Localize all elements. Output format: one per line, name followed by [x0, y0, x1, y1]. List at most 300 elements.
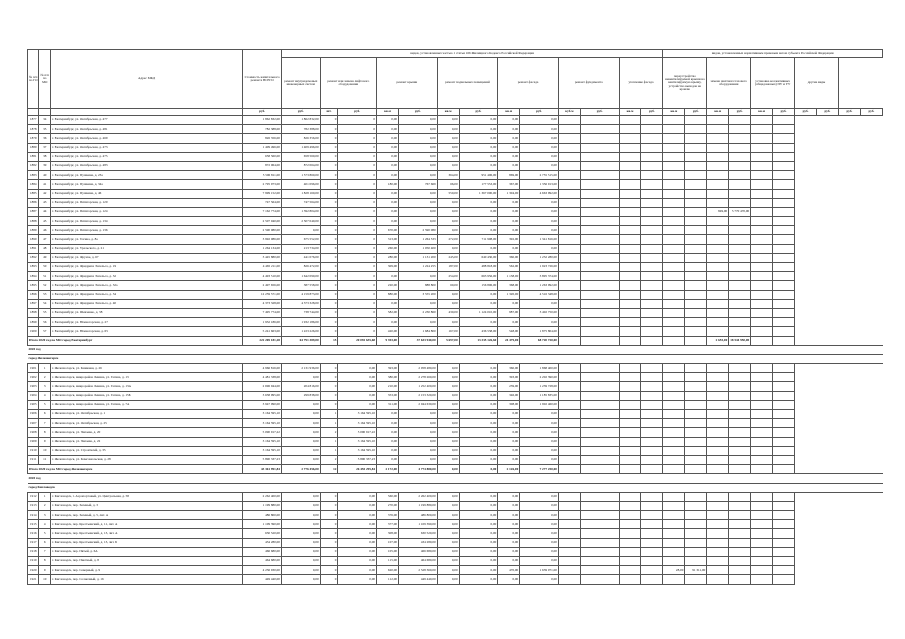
value-cell: [685, 382, 707, 391]
value-cell: 0: [320, 235, 338, 244]
row-mo-number: 45: [39, 217, 50, 226]
value-cell: 15: [320, 336, 338, 345]
value-cell: 0,00: [459, 134, 498, 143]
row-number: 1886: [28, 198, 39, 207]
value-cell: [558, 171, 580, 180]
value-cell: 0,00: [281, 547, 320, 556]
value-cell: [707, 161, 729, 170]
value-cell: 0,00: [498, 161, 520, 170]
value-cell: 0,00: [520, 446, 559, 455]
value-cell: 0,00: [498, 437, 520, 446]
value-cell: [580, 198, 619, 207]
value-cell: [558, 217, 580, 226]
value-cell: 0,00: [520, 116, 559, 125]
table-row: [28, 501, 883, 510]
value-cell: 0,00: [377, 189, 399, 198]
table-row: [28, 437, 883, 446]
value-cell: [707, 428, 729, 437]
value-cell: 738 744,00: [281, 308, 320, 317]
value-cell: [663, 116, 685, 125]
row-mo-number: 3: [39, 382, 50, 391]
value-cell: 0,00: [338, 511, 377, 520]
address-cell: г. Железногорск, микрорайон Ленина, ул. Гагина, д. 13А: [50, 382, 242, 391]
table-row: [28, 226, 883, 235]
value-cell: [641, 437, 663, 446]
row-mo-number: 56: [39, 318, 50, 327]
table-row: [28, 391, 883, 400]
value-cell: [751, 557, 773, 566]
value-cell: [773, 428, 795, 437]
value-cell: 0: [338, 308, 377, 317]
value-cell: [580, 281, 619, 290]
value-cell: [641, 336, 663, 345]
value-cell: 1 392 804,00: [281, 207, 320, 216]
value-cell: [619, 400, 641, 409]
value-cell: [663, 511, 685, 520]
address-cell: г. Екатеринбург, ул. Фрунзе, д. 67: [50, 253, 242, 262]
value-cell: 0,00: [281, 226, 320, 235]
value-cell: [580, 511, 619, 520]
value-cell: [641, 253, 663, 262]
value-cell: 849,00: [707, 207, 729, 216]
value-cell: [641, 161, 663, 170]
unit-label: шт.: [320, 109, 338, 116]
value-cell: 0,00: [437, 207, 459, 216]
value-cell: [663, 244, 685, 253]
value-cell: 630 520,00: [243, 529, 282, 538]
value-cell: [729, 244, 751, 253]
table-row: [28, 244, 883, 253]
value-cell: 0,00: [520, 501, 559, 510]
value-cell: [663, 382, 685, 391]
value-cell: 0,00: [520, 538, 559, 547]
value-cell: 0,00: [459, 492, 498, 501]
value-cell: 0: [338, 253, 377, 262]
value-cell: [707, 538, 729, 547]
value-cell: 0,00: [338, 547, 377, 556]
row-mo-number: 3: [39, 511, 50, 520]
table-row: [28, 575, 883, 584]
value-cell: 2: [320, 455, 338, 464]
value-cell: 0: [320, 318, 338, 327]
value-cell: 308,00: [498, 400, 520, 409]
row-mo-number: 54: [39, 299, 50, 308]
value-cell: [773, 373, 795, 382]
address-cell: г. Екатеринбург, ул. Пятигорская, д. 136: [50, 226, 242, 235]
table-row: [28, 410, 883, 419]
value-cell: 1 902 460,00: [520, 400, 559, 409]
value-cell: 12 259 571,00: [243, 290, 282, 299]
table-row: [28, 419, 883, 428]
value-cell: [707, 455, 729, 464]
value-cell: 0: [320, 281, 338, 290]
row-mo-number: 4: [39, 391, 50, 400]
table-row: [28, 189, 883, 198]
value-cell: 675 552,00: [281, 235, 320, 244]
value-cell: [558, 566, 580, 575]
value-cell: 0,00: [459, 428, 498, 437]
value-cell: 0,00: [399, 125, 438, 134]
value-cell: [729, 446, 751, 455]
value-cell: [580, 501, 619, 510]
value-cell: [641, 272, 663, 281]
value-cell: [707, 547, 729, 556]
address-cell: г. Железногорск, ул. Октябрьская, д. 1: [50, 410, 242, 419]
row-mo-number: 11: [39, 455, 50, 464]
value-cell: [773, 161, 795, 170]
value-cell: 1 239 728,00: [520, 382, 559, 391]
table-row: [28, 171, 883, 180]
value-cell: [558, 253, 580, 262]
row-mo-number: 49: [39, 253, 50, 262]
value-cell: [773, 511, 795, 520]
value-cell: [619, 116, 641, 125]
value-cell: 0,00: [377, 446, 399, 455]
value-cell: [558, 125, 580, 134]
address-cell: г. Екатеринбург, ул. Октябрьская, д. 475: [50, 152, 242, 161]
value-cell: [619, 382, 641, 391]
value-cell: 782 388,00: [281, 125, 320, 134]
value-cell: 0,00: [459, 400, 498, 409]
unit-label: кв.м: [707, 109, 729, 116]
value-cell: 0: [338, 318, 377, 327]
value-cell: 0,00: [498, 428, 520, 437]
value-cell: 105,00: [377, 547, 399, 556]
value-cell: [663, 281, 685, 290]
value-cell: [558, 511, 580, 520]
value-cell: 0: [320, 575, 338, 584]
value-cell: [707, 327, 729, 336]
row-number: 1885: [28, 189, 39, 198]
value-cell: 2 172,00: [377, 465, 399, 474]
value-cell: 0,00: [377, 217, 399, 226]
value-cell: [641, 511, 663, 520]
value-cell: 0: [338, 198, 377, 207]
value-cell: [558, 143, 580, 152]
value-cell: [685, 391, 707, 400]
value-cell: [773, 547, 795, 556]
value-cell: [580, 566, 619, 575]
value-cell: 204 816,00: [281, 382, 320, 391]
value-cell: 5 697,00: [437, 336, 459, 345]
value-cell: [663, 437, 685, 446]
value-cell: [558, 198, 580, 207]
value-cell: 0,00: [437, 446, 459, 455]
value-cell: 0,00: [377, 125, 399, 134]
value-cell: [641, 373, 663, 382]
value-cell: 0,00: [281, 566, 320, 575]
row-number: 1889: [28, 226, 39, 235]
col-engineering: ремонт внутридомовых инженерных систем: [281, 58, 320, 109]
value-cell: 0: [320, 217, 338, 226]
value-cell: [558, 281, 580, 290]
value-cell: [751, 171, 773, 180]
value-cell: [619, 180, 641, 189]
value-cell: [641, 198, 663, 207]
value-cell: 0,00: [498, 520, 520, 529]
address-cell: г. Екатеринбург, ул. Пятигорская, д. 120: [50, 198, 242, 207]
value-cell: [751, 244, 773, 253]
value-cell: [641, 400, 663, 409]
value-cell: [641, 492, 663, 501]
value-cell: 711 908,00: [459, 235, 498, 244]
value-cell: 0: [338, 272, 377, 281]
value-cell: [751, 336, 773, 345]
value-cell: [558, 501, 580, 510]
address-cell: г. Екатеринбург, ул. Фридриха Энгельса, д. 34: [50, 290, 242, 299]
value-cell: [663, 143, 685, 152]
table-row: [28, 557, 883, 566]
value-cell: 0: [338, 134, 377, 143]
value-cell: [580, 161, 619, 170]
value-cell: 0,00: [281, 437, 320, 446]
row-mo-number: 48: [39, 244, 50, 253]
row-number: 1894: [28, 272, 39, 281]
value-cell: 2 507 040,00: [243, 217, 282, 226]
address-cell: г. Екатеринбург, ул. Шевченко, д. 38: [50, 308, 242, 317]
row-mo-number: 1: [39, 364, 50, 373]
col-meters: установка коллективных (общедомовых) ПУ и УУ: [751, 58, 795, 109]
value-cell: 37 633 940,00: [399, 336, 438, 345]
value-cell: 466 680,00: [399, 547, 438, 556]
value-cell: 0,00: [437, 520, 459, 529]
value-cell: [580, 171, 619, 180]
value-cell: 0: [320, 125, 338, 134]
value-cell: [751, 281, 773, 290]
value-cell: 3 164 595,10: [243, 446, 282, 455]
value-cell: [707, 492, 729, 501]
row-number: 1880: [28, 143, 39, 152]
value-cell: [685, 152, 707, 161]
value-cell: [707, 134, 729, 143]
value-cell: 380,00: [377, 373, 399, 382]
value-cell: [558, 419, 580, 428]
value-cell: 0,00: [498, 198, 520, 207]
value-cell: 0: [320, 272, 338, 281]
value-cell: [619, 299, 641, 308]
value-cell: 2: [320, 428, 338, 437]
value-cell: 0,00: [338, 400, 377, 409]
value-cell: 486 800,00: [399, 511, 438, 520]
value-cell: [580, 263, 619, 272]
value-cell: 112,00: [377, 575, 399, 584]
unit-label: руб.: [459, 109, 498, 116]
value-cell: [580, 520, 619, 529]
value-cell: 0,00: [399, 419, 438, 428]
row-number: 1912: [28, 492, 39, 501]
value-cell: 3 445 880,00: [243, 253, 282, 262]
value-cell: 3 992 086,00: [243, 235, 282, 244]
col-roof: ремонт крыши: [377, 58, 438, 109]
value-cell: 0,00: [520, 511, 559, 520]
row-number: 1893: [28, 263, 39, 272]
value-cell: 0,00: [520, 244, 559, 253]
value-cell: [773, 364, 795, 373]
address-cell: г. Железногорск, ул. Чапаева, д. 22: [50, 437, 242, 446]
value-cell: [663, 318, 685, 327]
value-cell: 167,00: [437, 327, 459, 336]
value-cell: [707, 373, 729, 382]
value-cell: 0,00: [459, 547, 498, 556]
row-number: 1890: [28, 235, 39, 244]
table-row: [28, 253, 883, 262]
value-cell: [773, 336, 795, 345]
row-number: 1895: [28, 281, 39, 290]
value-cell: [619, 143, 641, 152]
value-cell: [663, 189, 685, 198]
table-row: [28, 207, 883, 216]
address-cell: г. Екатеринбург, ул. Октябрьская, д. 483: [50, 161, 242, 170]
value-cell: [580, 253, 619, 262]
value-cell: 0,00: [399, 318, 438, 327]
value-cell: 0,00: [520, 455, 559, 464]
value-cell: 1: [320, 419, 338, 428]
value-cell: [707, 419, 729, 428]
unit-label: руб.: [641, 109, 663, 116]
row-number: 1906: [28, 410, 39, 419]
group2-header: видов, установленных нормативным правовым актом субъекта Российской Федерации: [663, 50, 883, 58]
value-cell: 5 770 470,00: [729, 207, 751, 216]
value-cell: 0,00: [459, 566, 498, 575]
value-cell: [685, 428, 707, 437]
value-cell: [558, 391, 580, 400]
value-cell: 2 230 860: [399, 308, 438, 317]
value-cell: [641, 391, 663, 400]
value-cell: 0,00: [459, 373, 498, 382]
value-cell: [641, 465, 663, 474]
value-cell: 0,00: [459, 465, 498, 474]
value-cell: [707, 520, 729, 529]
value-cell: [558, 189, 580, 198]
value-cell: 1 252 400,00: [399, 382, 438, 391]
row-mo-number: 36: [39, 134, 50, 143]
table-row: [28, 327, 883, 336]
value-cell: 0,00: [281, 373, 320, 382]
row-mo-number: 5: [39, 529, 50, 538]
value-cell: [685, 253, 707, 262]
value-cell: [580, 364, 619, 373]
value-cell: 0,00: [459, 125, 498, 134]
value-cell: [558, 437, 580, 446]
value-cell: [558, 428, 580, 437]
value-cell: [685, 364, 707, 373]
value-cell: 0,00: [459, 226, 498, 235]
value-cell: [773, 419, 795, 428]
value-cell: [619, 207, 641, 216]
value-cell: [580, 391, 619, 400]
value-cell: [663, 253, 685, 262]
value-cell: [663, 501, 685, 510]
value-cell: [707, 566, 729, 575]
row-mo-number: 7: [39, 547, 50, 556]
value-cell: [773, 538, 795, 547]
value-cell: 0,00: [437, 538, 459, 547]
value-cell: [580, 575, 619, 584]
value-cell: 0,00: [399, 134, 438, 143]
value-cell: [773, 180, 795, 189]
value-cell: [641, 226, 663, 235]
value-cell: 0: [320, 501, 338, 510]
value-cell: 0,00: [459, 437, 498, 446]
row-number: 1881: [28, 152, 39, 161]
table-row: [28, 281, 883, 290]
value-cell: 0,00: [520, 428, 559, 437]
value-cell: [751, 226, 773, 235]
value-cell: 0,00: [520, 520, 559, 529]
value-cell: [685, 263, 707, 272]
value-cell: [619, 244, 641, 253]
value-cell: [619, 235, 641, 244]
value-cell: 2 507 040,00: [281, 217, 320, 226]
value-cell: 3 164 595,10: [243, 410, 282, 419]
value-cell: 0,00: [437, 437, 459, 446]
row-mo-number: 2: [39, 373, 50, 382]
row-mo-number: 8: [39, 428, 50, 437]
col-no-mo: № п/п по МО: [39, 50, 50, 109]
value-cell: 0: [320, 373, 338, 382]
value-cell: [707, 244, 729, 253]
unit-label: руб.: [520, 109, 559, 116]
table-row: [28, 116, 883, 125]
value-cell: [707, 437, 729, 446]
value-cell: [751, 437, 773, 446]
table-body: [28, 116, 883, 585]
value-cell: 0: [338, 217, 377, 226]
value-cell: [751, 207, 773, 216]
unit-label: руб.: [795, 109, 817, 116]
value-cell: [580, 152, 619, 161]
value-cell: [663, 364, 685, 373]
value-cell: [773, 501, 795, 510]
value-cell: 486 800,00: [243, 511, 282, 520]
value-cell: 5 890 337,23: [243, 455, 282, 464]
value-cell: [751, 198, 773, 207]
value-cell: [685, 281, 707, 290]
value-cell: 0,00: [437, 217, 459, 226]
value-cell: 0,00: [437, 391, 459, 400]
value-cell: 488 818,00: [459, 263, 498, 272]
value-cell: 4 481 338,00: [243, 373, 282, 382]
value-cell: [751, 400, 773, 409]
table-row: [28, 299, 883, 308]
value-cell: [641, 446, 663, 455]
table-row: [28, 400, 883, 409]
value-cell: [619, 410, 641, 419]
value-cell: [707, 575, 729, 584]
value-cell: [663, 171, 685, 180]
value-cell: [729, 538, 751, 547]
value-cell: 1 684 800: [399, 327, 438, 336]
table-row: [28, 492, 883, 501]
value-cell: 0,00: [437, 198, 459, 207]
value-cell: [641, 235, 663, 244]
value-cell: 0,00: [520, 125, 559, 134]
value-cell: 0,00: [338, 373, 377, 382]
value-cell: 0,00: [281, 520, 320, 529]
value-cell: [751, 143, 773, 152]
city-heading-label: город Кисловодск: [28, 483, 883, 492]
value-cell: [707, 382, 729, 391]
value-cell: 0: [320, 171, 338, 180]
table-row: [28, 364, 883, 373]
value-cell: [558, 263, 580, 272]
value-cell: [707, 465, 729, 474]
value-cell: 0: [320, 226, 338, 235]
value-cell: [663, 336, 685, 345]
value-cell: [685, 336, 707, 345]
value-cell: 3 947 090,00: [243, 400, 282, 409]
value-cell: 0,00: [399, 143, 438, 152]
